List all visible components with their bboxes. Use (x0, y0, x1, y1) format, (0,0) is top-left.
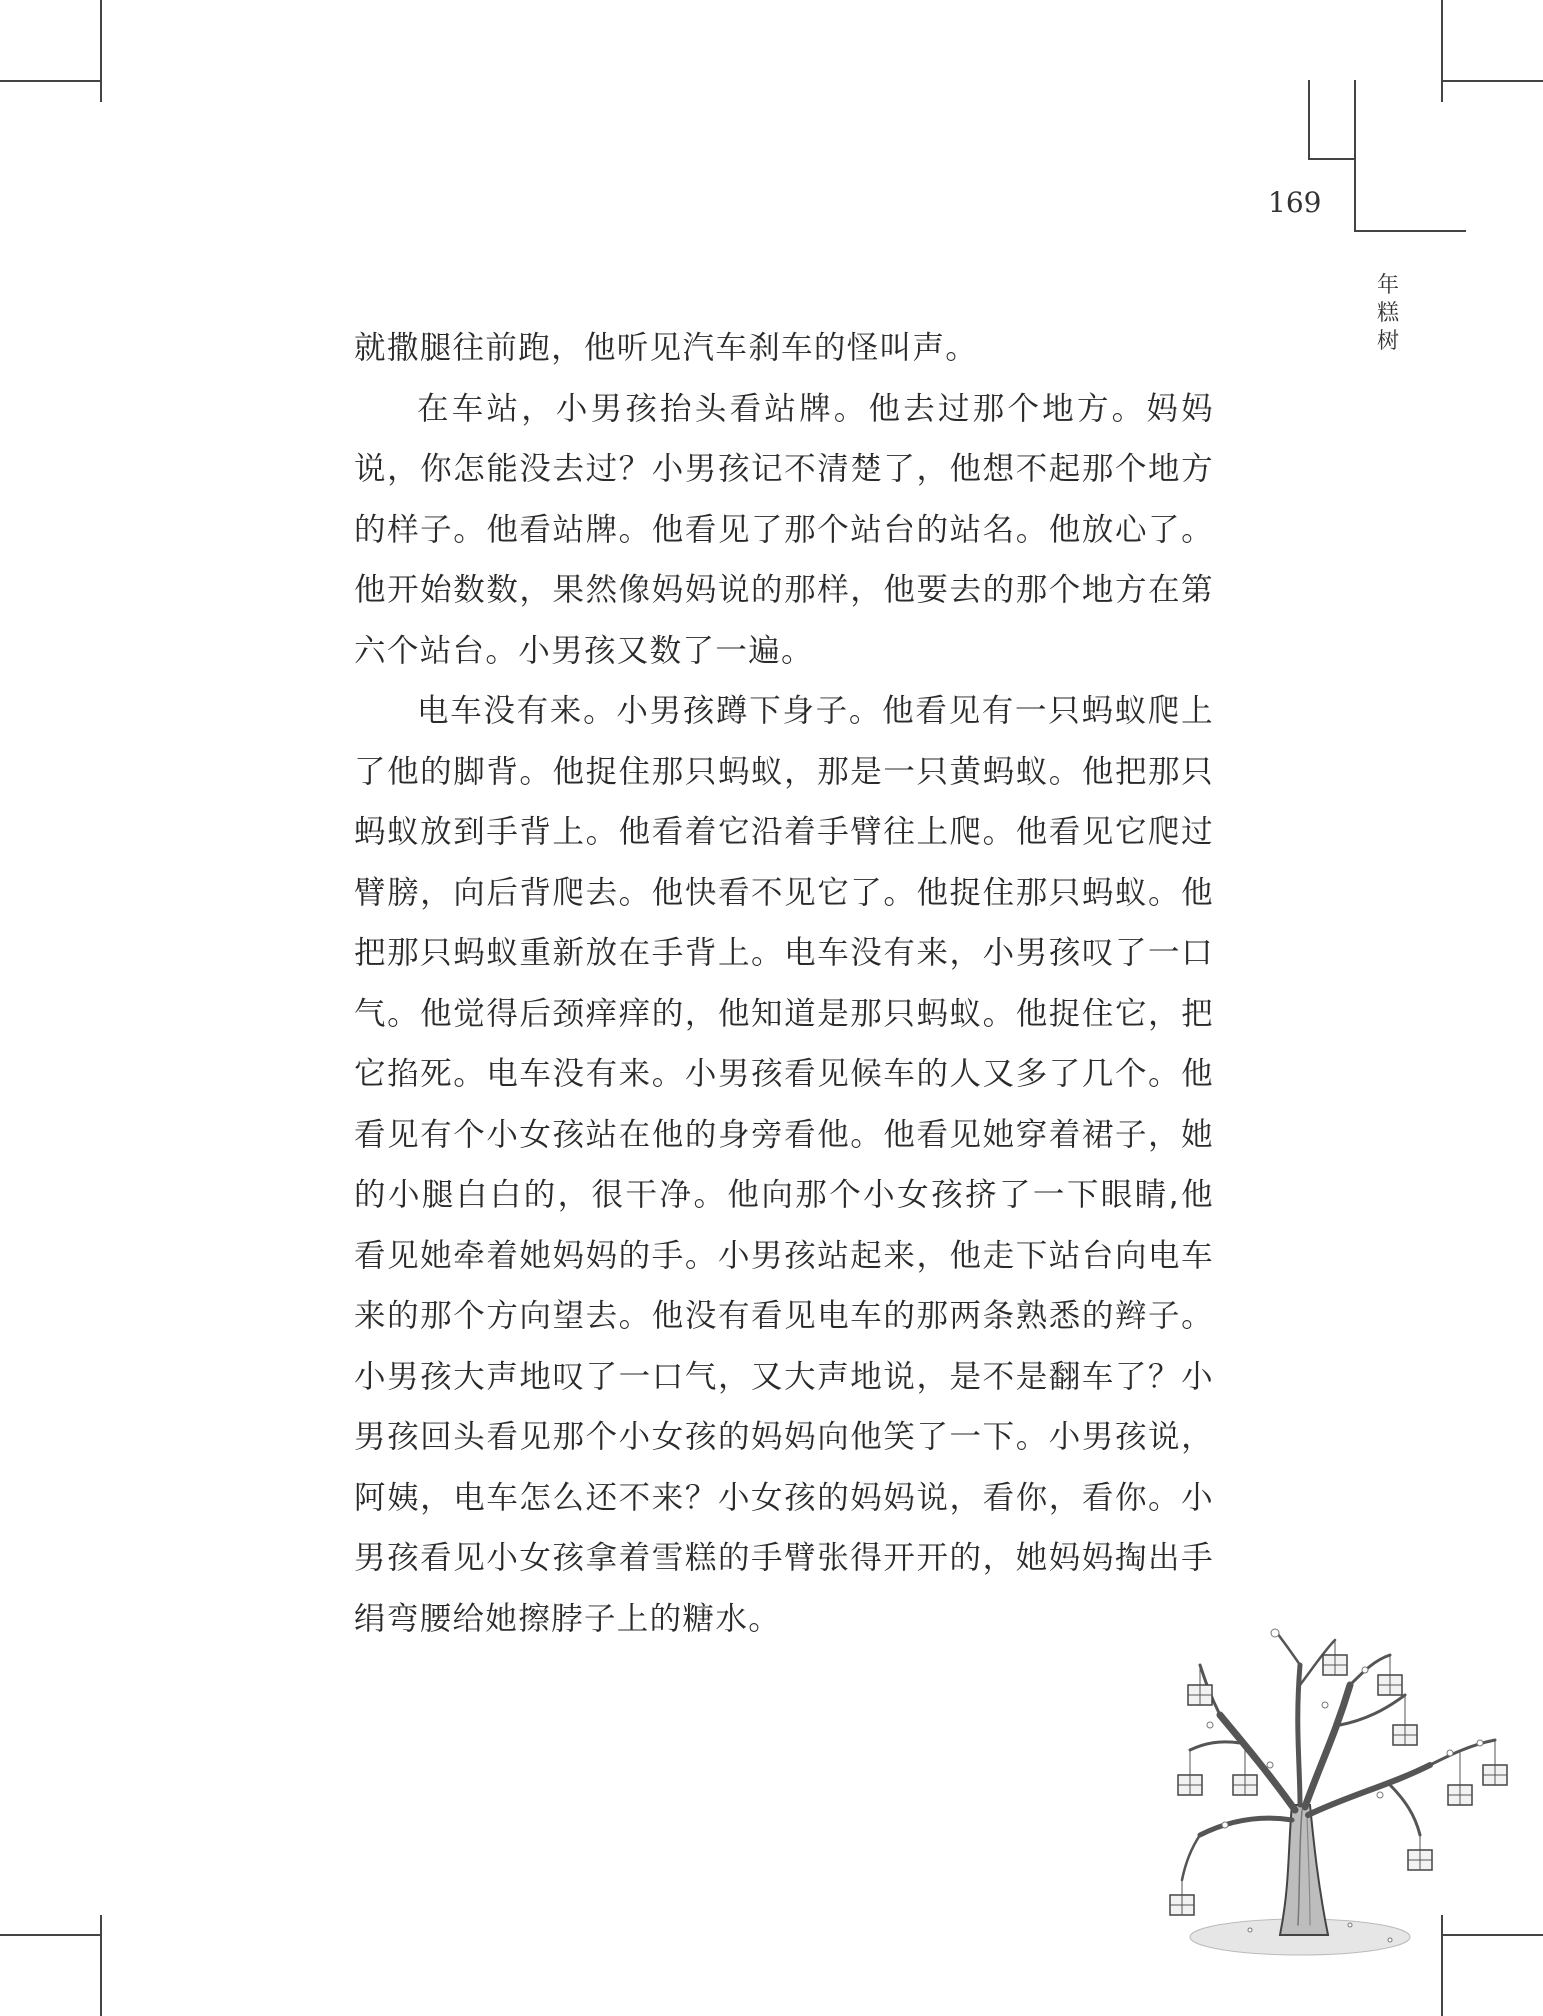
running-title-char: 年 (1376, 273, 1399, 298)
header-frame-right-line (1354, 80, 1356, 232)
tree-illustration (1150, 1625, 1543, 1975)
crop-mark-top-left-vertical (100, 0, 102, 102)
header-frame-left-line (1308, 80, 1310, 158)
running-title-char: 树 (1376, 329, 1399, 354)
running-title (1370, 272, 1406, 356)
running-title-char: 糕 (1376, 301, 1399, 326)
paragraph: 就撒腿往前跑，他听见汽车刹车的怪叫声。 (354, 330, 979, 366)
body-text (354, 318, 1214, 1649)
page-number: 169 (1268, 186, 1322, 219)
crop-mark-top-left-horizontal (0, 80, 102, 82)
crop-mark-bottom-left-horizontal (0, 1934, 102, 1936)
header-frame-bottom-line (1354, 230, 1466, 232)
crop-mark-bottom-left-vertical (100, 1915, 102, 2016)
crop-mark-top-right-horizontal (1441, 80, 1543, 82)
header-frame-top-line (1308, 158, 1356, 160)
paragraph: 在车站，小男孩抬头看站牌。他去过那个地方。妈妈说，你怎能没去过？小男孩记不清楚了，他想不起那个地方的样子。他看站牌。他看见了那个站台的站名。他放心了。他开始数数，果然像妈妈说的那样，他要去的那个地方在第六个站台。小男孩又数了一遍。 (354, 390, 1214, 669)
paragraph: 电车没有来。小男孩蹲下身子。他看见有一只蚂蚁爬上了他的脚背。他捉住那只蚂蚁，那是一只黄蚂蚁。他把那只蚂蚁放到手背上。他看着它沿着手臂往上爬。他看见它爬过臂膀，向后背爬去。他快看不见它了。他捉住那只蚂蚁。他把那只蚂蚁重新放在手背上。电车没有来，小男孩叹了一口气。他觉得后颈痒痒的，他知道是那只蚂蚁。他捉住它，把它掐死。电车没有来。小男孩看见候车的人又多了几个。他看见有个小女孩站在他的身旁看他。他看见她穿着裙子，她的小腿白白的，很干净。他向那个小女孩挤了一下眼睛,他看见她牵着她妈妈的手。小男孩站起来，他走下站台向电车来的那个方向望去。他没有看见电车的那两条熟悉的辫子。小男孩大声地叹了一口气，又大声地说，是不是翻车了？小男孩回头看见那个小女孩的妈妈向他笑了一下。小男孩说，阿姨，电车怎么还不来？小女孩的妈妈说，看你，看你。小男孩看见小女孩拿着雪糕的手臂张得开开的，她妈妈掏出手绢弯腰给她擦脖子上的糖水。 (354, 693, 1214, 1637)
crop-mark-top-right-vertical (1441, 0, 1443, 102)
